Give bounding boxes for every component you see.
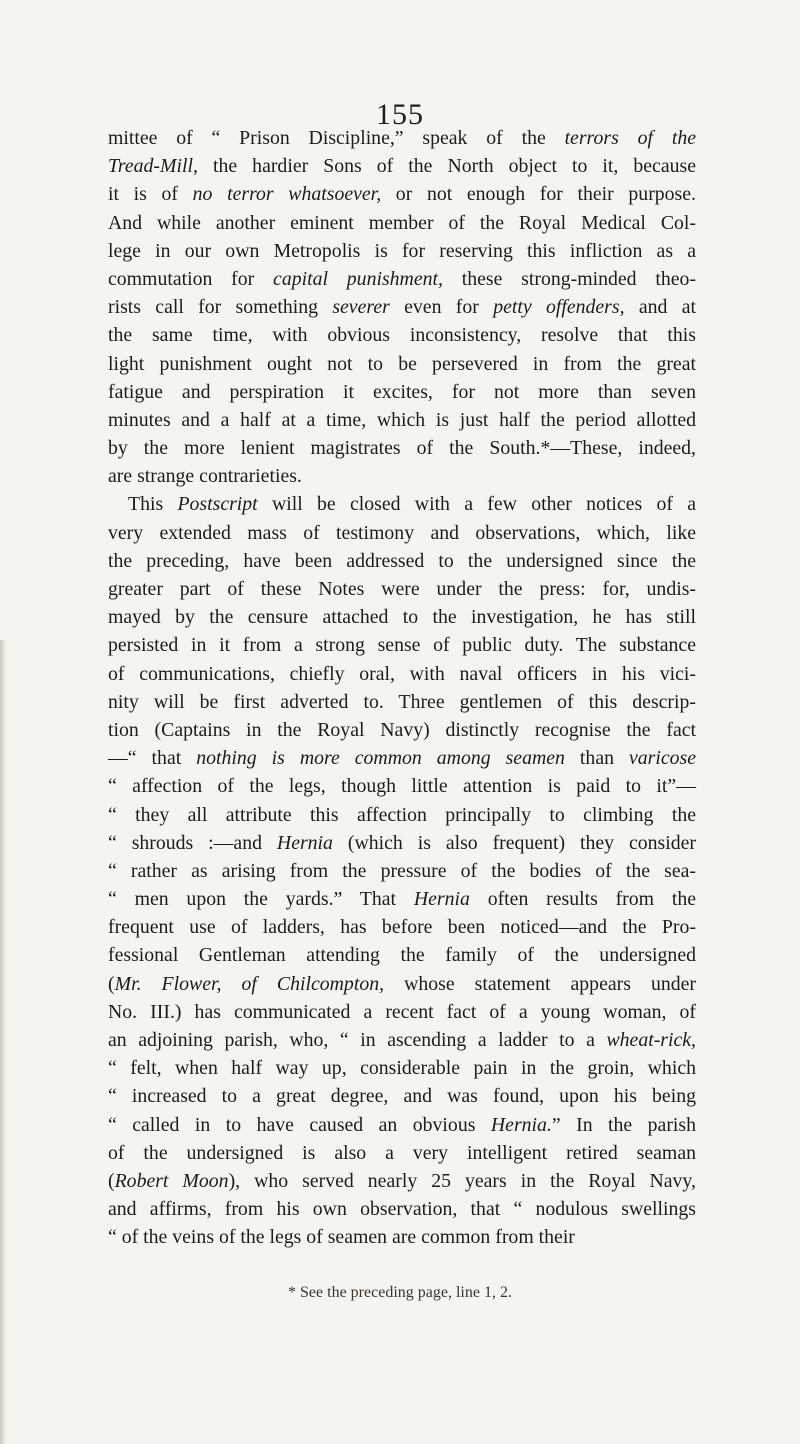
text-line [108, 575, 696, 603]
text-span: “ increased to a great degree, and was found, upon his being [108, 1085, 696, 1108]
text-span: it is of [108, 183, 193, 206]
text-span: lege in our own Metropolis is for reserving this infliction as a [108, 239, 696, 262]
text-line [108, 913, 696, 941]
text-span: very extended mass of testimony and observations, which, like [108, 521, 696, 544]
text-span: “ called in to have caused an obvious [108, 1113, 491, 1136]
text-line [108, 998, 696, 1026]
text-line [108, 829, 696, 857]
text-line [108, 941, 696, 969]
italic-span: Hernia [276, 831, 333, 854]
text-line [108, 152, 696, 180]
text-span: commutation for [108, 267, 274, 290]
text-span: of the undersigned is also a very intelligent retired seaman [108, 1141, 696, 1164]
text-span: tion (Captains in the Royal Navy) distinctly recognise the fact [108, 718, 696, 741]
text-span: light punishment ought not to be persevered in from the great [108, 352, 696, 375]
italic-span: severer [332, 296, 390, 319]
text-line [108, 237, 696, 265]
text-span: mittee of “ Prison Discipline,” speak of the [108, 127, 565, 149]
text-line [108, 970, 696, 998]
text-span: No. III.) has communicated a recent fact of a young woman, of [108, 1000, 696, 1023]
text-span: ), who served nearly 25 years in the Royal Navy, [228, 1169, 696, 1192]
italic-span: Postscript [177, 493, 258, 516]
text-span: by the more lenient magistrates of the South.*—These, indeed, [108, 437, 696, 460]
page-edge-shadow [0, 640, 7, 1444]
text-span: “ they all attribute this affection principally to climbing the [108, 803, 696, 826]
text-span: fatigue and perspiration it excites, for not more than seven [108, 380, 696, 403]
italic-span: petty offenders, [493, 296, 625, 319]
text-span: “ affection of the legs, though little attention is paid to it”— [108, 775, 696, 798]
text-line [108, 265, 696, 293]
text-span: greater part of these Notes were under the press: for, undis- [108, 578, 696, 600]
text-line [108, 631, 696, 659]
text-span: (which is also frequent) they consider [332, 831, 696, 854]
text-line [108, 406, 696, 434]
text-span: of communications, chiefly oral, with naval officers in his vici- [108, 662, 696, 685]
italic-span: nothing is more common among seamen [196, 747, 565, 770]
italic-span: capital punishment, [273, 267, 443, 290]
text-line [108, 547, 696, 575]
italic-span: Hernia. [490, 1113, 552, 1136]
text-span: the preceding, have been addressed to the undersigned since the [108, 549, 696, 572]
text-span: mayed by the censure attached to the investigation, he has still [108, 606, 696, 629]
text-span: frequent use of ladders, has before been noticed—and the Pro- [108, 916, 696, 939]
text-line [108, 462, 696, 490]
text-line [108, 350, 696, 378]
text-span: the hardier Sons of the North object to it, because [197, 155, 696, 178]
text-span: This [128, 493, 178, 516]
text-span: and affirms, from his own observation, that “ nodulous swellings [108, 1198, 696, 1221]
text-span: than [564, 747, 629, 770]
text-span: these strong-minded theo- [442, 267, 696, 290]
text-line [108, 1139, 696, 1167]
text-line [108, 293, 696, 321]
text-line [108, 744, 696, 772]
text-span: are strange contrarieties. [108, 465, 302, 488]
text-line [108, 688, 696, 716]
text-span: will be closed with a few other notices of a [257, 493, 696, 516]
text-span: or not enough for their purpose. [381, 183, 696, 206]
text-span: —“ that [108, 747, 197, 770]
text-span: persisted in it from a strong sense of public duty. The substance [108, 634, 696, 657]
page-number: 155 [376, 98, 424, 131]
text-line [108, 857, 696, 885]
text-line [108, 603, 696, 631]
text-span: nity will be first adverted to. Three gentlemen of this descrip- [108, 690, 696, 713]
text-span: fessional Gentleman attending the family of the undersigned [108, 944, 696, 967]
text-line [108, 801, 696, 829]
text-line [108, 1167, 696, 1195]
text-line [108, 378, 696, 406]
italic-span: Robert Moon [114, 1169, 229, 1192]
text-line [108, 1111, 696, 1139]
text-span: and at [624, 296, 697, 319]
text-line [108, 1082, 696, 1110]
text-line [108, 519, 696, 547]
text-line [108, 321, 696, 349]
text-line [108, 209, 696, 237]
text-span: “ of the veins of the legs of seamen are common from their [108, 1226, 575, 1249]
italic-span: terrors of the [564, 127, 696, 149]
text-span: even for [389, 296, 494, 319]
italic-span: Hernia [413, 888, 470, 911]
text-span: “ felt, when half way up, considerable pain in the groin, which [108, 1057, 696, 1080]
italic-span: varicose [628, 747, 696, 770]
text-line [108, 772, 696, 800]
footnote: * See the preceding page, line 1, 2. [288, 1284, 512, 1301]
text-span: an adjoining parish, who, “ in ascending a ladder to a [108, 1029, 607, 1051]
text-line [108, 490, 696, 518]
text-span: often results from the [469, 888, 696, 911]
text-line [108, 1026, 696, 1054]
italic-span: Tread-Mill, [108, 155, 198, 178]
text-line [108, 716, 696, 744]
text-span: And while another eminent member of the Royal Medical Col- [108, 211, 696, 234]
text-span: ” In the parish [551, 1113, 696, 1136]
italic-span: no terror whatsoever, [192, 183, 382, 206]
text-line [108, 660, 696, 688]
body-text [108, 124, 696, 1252]
italic-span: Mr. Flower, of Chilcompton, [114, 972, 385, 995]
text-span: the same time, with obvious inconsistency, resolve that this [108, 324, 696, 347]
text-line [108, 180, 696, 208]
text-line [108, 124, 696, 152]
italic-span: wheat-rick, [606, 1029, 696, 1051]
text-line [108, 434, 696, 462]
text-line [108, 1223, 696, 1251]
text-span: “ rather as arising from the pressure of the bodies of the sea- [108, 859, 696, 882]
text-span: ( [108, 972, 115, 995]
text-span: “ shrouds :—and [108, 831, 277, 854]
text-span: ( [108, 1169, 115, 1192]
text-span: rists call for something [108, 296, 333, 319]
text-line [108, 1054, 696, 1082]
text-line [108, 885, 696, 913]
text-span: minutes and a half at a time, which is just half the period allotted [108, 408, 696, 431]
text-span: whose statement appears under [384, 972, 696, 995]
text-span: “ men upon the yards.” That [108, 888, 414, 911]
text-line [108, 1195, 696, 1223]
